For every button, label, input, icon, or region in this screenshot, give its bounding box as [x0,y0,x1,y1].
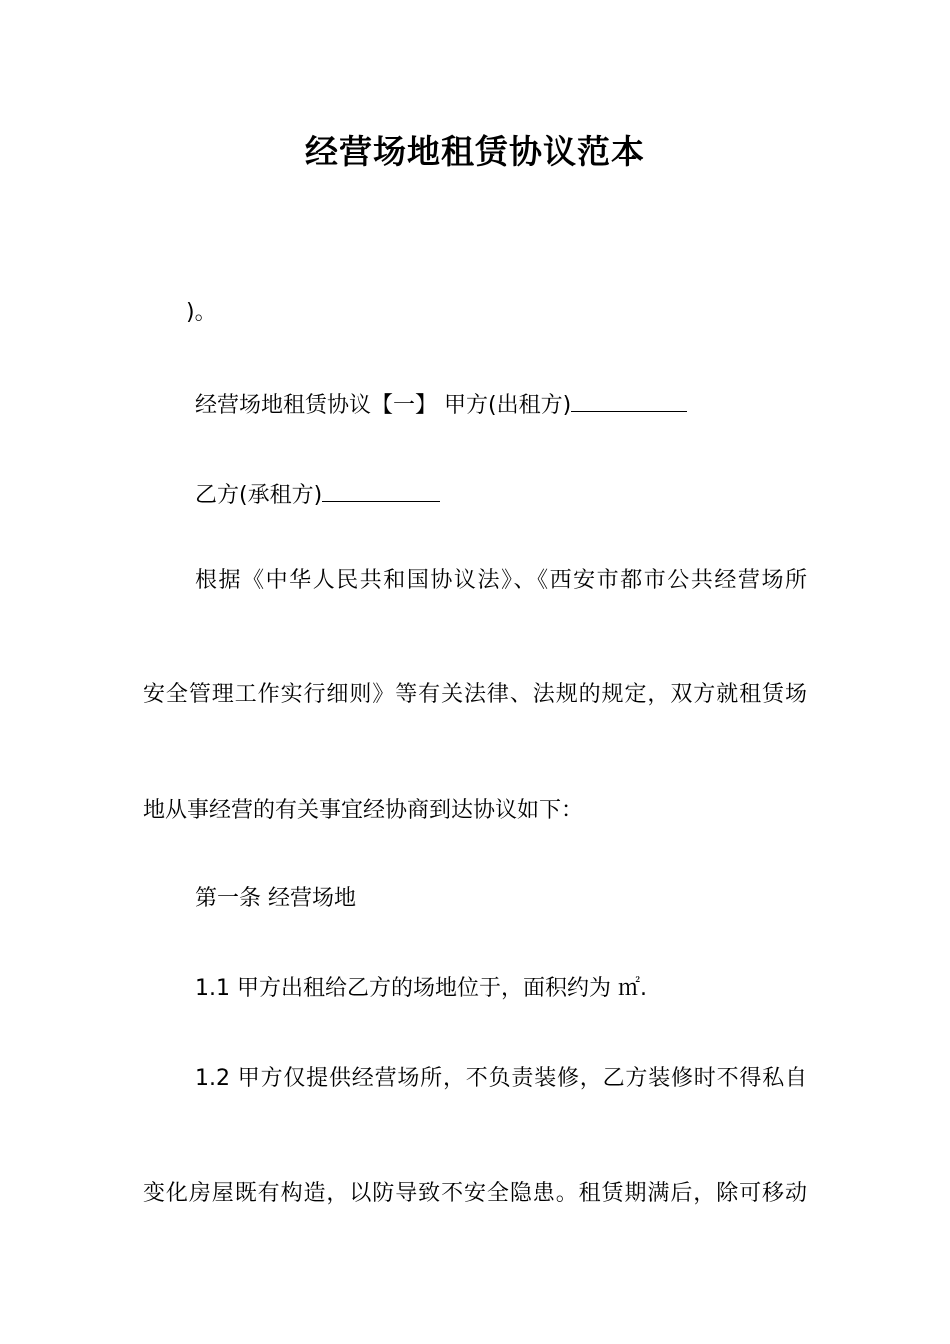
party-a-label: 经营场地租赁协议【一】 甲方(出租方) [195,393,572,418]
paragraph-line: 根据《中华人民共和国协议法》、《西安市都市公共经营场所 [195,568,807,593]
paragraph-line: 1.1 甲方出租给乙方的场地位于，面积约为 ㎡. [195,976,647,1001]
party-b-label: 乙方(承租方) [195,483,323,508]
party-a-line [195,387,687,421]
paragraph-line: 变化房屋既有构造，以防导致不安全隐患。租赁期满后，除可移动 [143,1181,807,1206]
party-b-line [195,477,440,511]
paragraph-line: )。 [186,300,217,325]
paragraph-line: 安全管理工作实行细则》等有关法律、法规的规定，双方就租赁场 [143,682,807,707]
party-a-blank [571,387,687,412]
party-b-blank [322,477,440,502]
section-heading: 第一条 经营场地 [195,886,356,911]
paragraph-line: 地从事经营的有关事宜经协商到达协议如下： [143,798,584,823]
document-title: 经营场地租赁协议范本 [305,132,645,171]
paragraph-line: 1.2 甲方仅提供经营场所，不负责装修，乙方装修时不得私自 [195,1066,807,1091]
